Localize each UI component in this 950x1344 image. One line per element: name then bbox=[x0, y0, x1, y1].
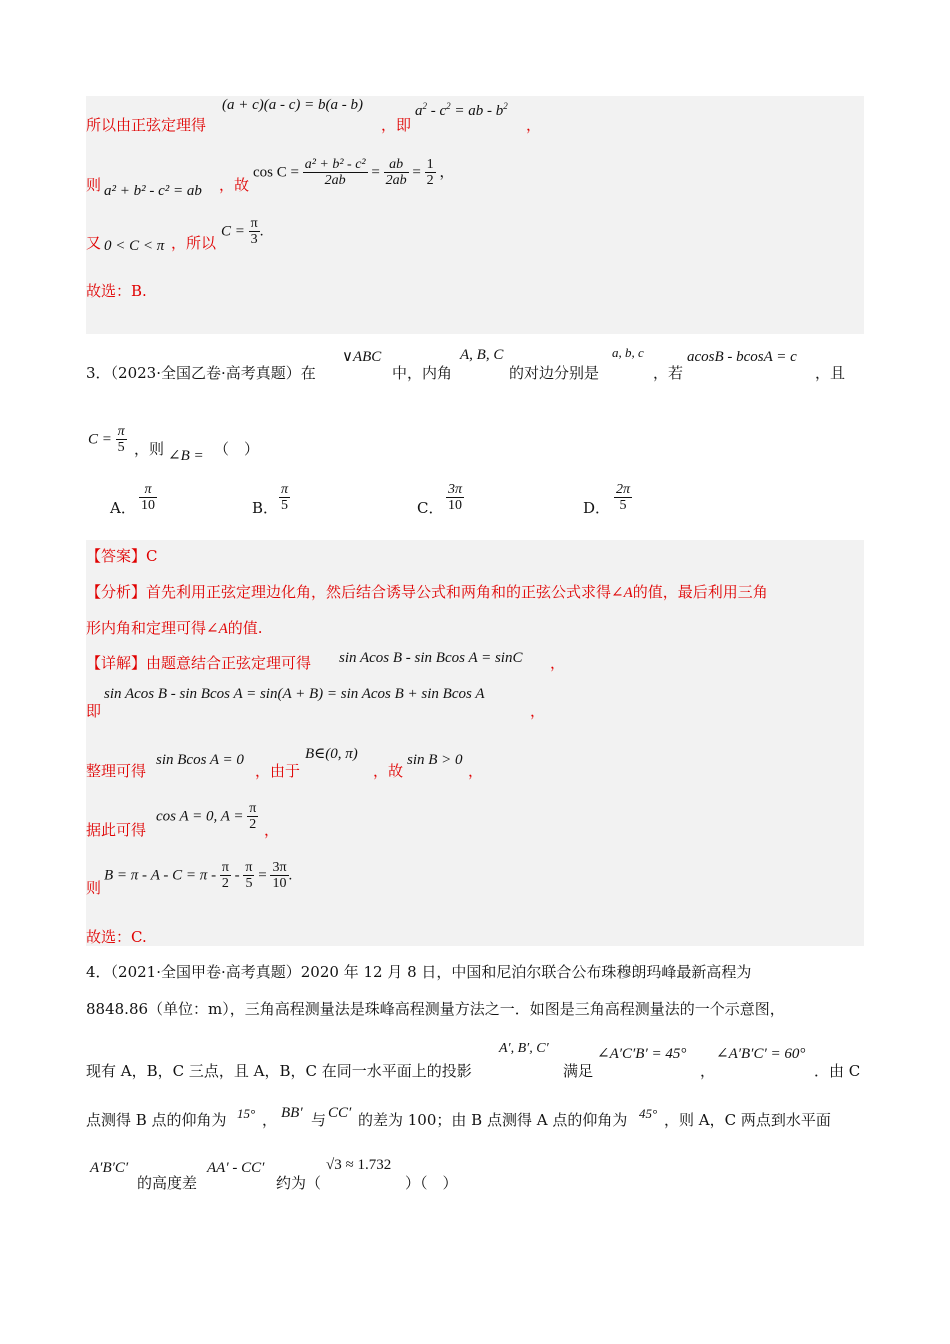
fraction-denominator: 2ab bbox=[385, 173, 407, 189]
fraction-numerator: ab bbox=[384, 157, 409, 173]
math-formula bbox=[253, 157, 454, 189]
solution-text: ，即 bbox=[381, 116, 412, 134]
question-4-line-2: 8848.86（单位：m），三角高程测量法是珠峰高程测量方法之一．如图是三角高程测量法的一个示意图， bbox=[86, 1000, 785, 1018]
question-text: 约为（ bbox=[276, 1174, 322, 1192]
answer-blank: （ ） bbox=[214, 440, 260, 458]
fraction-denominator: 2 bbox=[426, 173, 434, 189]
question-3-text bbox=[86, 362, 316, 383]
math-part: C = bbox=[221, 223, 245, 240]
math-formula: ∠B = bbox=[168, 448, 204, 464]
analysis-text: 形内角和定理可得∠ bbox=[86, 619, 219, 637]
math-formula: ∠A′B′C′ = 60° bbox=[716, 1046, 806, 1062]
fraction-numerator: π bbox=[281, 482, 289, 497]
solution-text: ， bbox=[550, 654, 566, 672]
fraction bbox=[220, 860, 231, 892]
fraction-numerator: π bbox=[139, 482, 157, 498]
math-formula: $a^2 - c^2$ = ab - $b^2$ bbox=[415, 101, 508, 119]
math-formula bbox=[156, 801, 258, 833]
question-4-line-3: 现有 A，B，C 三点，且 A，B，C 在同一水平面上的投影 bbox=[86, 1062, 472, 1080]
math-formula: acosB - bcosA = c bbox=[687, 349, 797, 365]
fraction bbox=[279, 482, 290, 514]
analysis-text: 的值. bbox=[227, 619, 263, 637]
fraction-numerator: π bbox=[249, 801, 257, 816]
math-formula bbox=[104, 860, 292, 892]
question-number: 3． bbox=[86, 364, 111, 382]
math-formula: (a + c)(a - c) = b(a - b) bbox=[222, 97, 364, 113]
answer-blank: ）（ ） bbox=[405, 1174, 458, 1192]
math-formula: sin Acos B - sin Bcos A = sin(A + B) = sin Acos B + sin Bcos A bbox=[104, 686, 485, 702]
math-formula: BB′ bbox=[281, 1105, 303, 1121]
fraction-numerator: π bbox=[221, 860, 229, 875]
fraction-denominator: 2 bbox=[221, 876, 229, 892]
analysis-text: 【分析】首先利用正弦定理边化角，然后结合诱导公式和两角和的正弦公式求得∠ bbox=[86, 583, 624, 601]
math-part: = ab - b bbox=[450, 103, 504, 119]
math-formula: a, b, c bbox=[612, 345, 644, 360]
option-a-label: A． bbox=[110, 499, 136, 517]
fraction-denominator: 10 bbox=[141, 498, 155, 514]
question-text: ，则 A，C 两点到水平面 bbox=[664, 1111, 831, 1129]
solution-text: ， bbox=[264, 821, 280, 839]
math-part: . bbox=[259, 223, 264, 240]
fraction-denominator: 5 bbox=[117, 440, 125, 456]
option-d-label: D． bbox=[583, 499, 611, 517]
question-text: ，则 bbox=[134, 440, 165, 458]
fraction-denominator: 10 bbox=[448, 498, 462, 514]
math-part: . bbox=[288, 867, 293, 884]
option-a-value bbox=[139, 482, 157, 514]
fraction-numerator: π bbox=[117, 424, 125, 439]
fraction-numerator: a² + b² - c² bbox=[304, 157, 366, 172]
fraction-denominator: 5 bbox=[245, 876, 253, 892]
option-c-value bbox=[446, 482, 464, 514]
solution-conclusion: 故选：C. bbox=[86, 928, 147, 946]
fraction-denominator: 5 bbox=[619, 498, 627, 514]
option-b-label: B． bbox=[252, 499, 279, 517]
solution-text: ，故 bbox=[373, 762, 404, 780]
fraction-denominator: 2ab bbox=[324, 173, 346, 189]
question-4-line-1: 4．（2021·全国甲卷·高考真题）2020 年 12 月 8 日，中国和尼泊尔联合公布珠穆朗玛峰最新高程为 bbox=[86, 963, 752, 981]
math-var: A bbox=[218, 621, 228, 637]
option-d-value bbox=[614, 482, 632, 514]
fraction bbox=[270, 860, 288, 892]
question-4-line-4: 点测得 B 点的仰角为 bbox=[86, 1111, 227, 1129]
math-formula: A′, B′, C′ bbox=[499, 1041, 549, 1056]
math-var: A bbox=[623, 585, 633, 601]
fraction bbox=[116, 424, 127, 456]
fraction-numerator: π bbox=[250, 216, 258, 231]
fraction-numerator: 1 bbox=[426, 157, 434, 172]
math-part: = bbox=[412, 164, 421, 181]
math-part: cos C = bbox=[253, 164, 299, 181]
question-text: ， bbox=[700, 1062, 716, 1080]
question-text: ．由 C bbox=[814, 1062, 861, 1080]
math-part: ， bbox=[439, 164, 455, 181]
question-text: ，若 bbox=[653, 364, 684, 382]
solution-conclusion: 故选：B. bbox=[86, 282, 147, 300]
question-text: 的高度差 bbox=[137, 1174, 198, 1192]
solution-text: 则 bbox=[86, 176, 102, 194]
solution-text: 所以由正弦定理得 bbox=[86, 116, 207, 134]
fraction bbox=[446, 482, 464, 514]
option-c-label: C． bbox=[417, 499, 444, 517]
math-formula: A, B, C bbox=[460, 347, 504, 363]
math-formula: sin Acos B - sin Bcos A = sinC bbox=[339, 650, 523, 666]
math-formula: sin B > 0 bbox=[407, 752, 463, 768]
solution-text: 即 bbox=[86, 702, 102, 720]
solution-text: 又 bbox=[86, 234, 102, 252]
math-formula bbox=[221, 216, 263, 248]
fraction-denominator: 5 bbox=[281, 498, 288, 514]
fraction bbox=[139, 482, 157, 514]
solution-text: ， bbox=[526, 116, 542, 134]
question-text: 满足 bbox=[563, 1062, 594, 1080]
math-formula: ∨ABC bbox=[342, 349, 382, 365]
math-formula: sin Bcos A = 0 bbox=[156, 752, 244, 768]
solution-text: ，由于 bbox=[255, 762, 301, 780]
question-text: 的对边分别是 bbox=[509, 364, 600, 382]
math-part: a bbox=[415, 103, 423, 119]
question-text: 中，内角 bbox=[392, 364, 453, 382]
fraction-denominator: 2 bbox=[249, 817, 257, 833]
math-formula: ∠A′C′B′ = 45° bbox=[597, 1046, 687, 1062]
math-formula: 15° bbox=[237, 1106, 256, 1121]
math-formula: B∈(0, π) bbox=[305, 746, 358, 762]
solution-text: 则 bbox=[86, 879, 102, 897]
answer-line: 【答案】C bbox=[86, 547, 158, 565]
question-text: 与 bbox=[311, 1111, 327, 1129]
math-part: B = π - A - C = π - bbox=[104, 867, 217, 884]
solution-text: ， bbox=[468, 762, 484, 780]
analysis-line-1 bbox=[86, 581, 768, 602]
fraction bbox=[614, 482, 632, 514]
fraction bbox=[249, 216, 260, 248]
solution-text: 据此可得 bbox=[86, 821, 147, 839]
solution-1-line-1 bbox=[86, 114, 206, 135]
detail-line-1: 【详解】由题意结合正弦定理可得 bbox=[86, 654, 312, 672]
fraction bbox=[303, 157, 368, 189]
math-part: √3 ≈ 1.732 bbox=[326, 1157, 392, 1173]
math-formula: 0 < C < π bbox=[104, 238, 165, 254]
solution-text: 整理可得 bbox=[86, 762, 147, 780]
fraction-denominator: 10 bbox=[272, 876, 287, 892]
fraction bbox=[247, 801, 258, 833]
math-formula: AA′ - CC′ bbox=[207, 1160, 265, 1176]
math-part: = bbox=[258, 867, 267, 884]
fraction bbox=[425, 157, 436, 189]
math-formula: 45° bbox=[639, 1106, 658, 1121]
solution-text: ，所以 bbox=[171, 234, 217, 252]
math-part: cos A = 0, A = bbox=[156, 808, 244, 825]
math-part: - c bbox=[427, 103, 447, 119]
solution-text: ， bbox=[530, 702, 546, 720]
fraction-numerator: 2π bbox=[616, 482, 631, 497]
analysis-line-2 bbox=[86, 617, 263, 638]
option-b-value bbox=[279, 482, 290, 514]
math-formula: A′B′C′ bbox=[90, 1160, 129, 1176]
question-text: ， bbox=[262, 1111, 278, 1129]
math-part: = bbox=[371, 164, 380, 181]
math-formula: CC′ bbox=[328, 1105, 352, 1121]
math-formula: a² + b² - c² = ab bbox=[104, 183, 202, 199]
math-formula bbox=[88, 424, 127, 456]
fraction bbox=[243, 860, 254, 892]
math-formula bbox=[326, 1157, 391, 1174]
fraction-numerator: π bbox=[245, 860, 253, 875]
fraction-numerator: 3π bbox=[448, 482, 463, 497]
question-source: （2023·全国乙卷·高考真题）在 bbox=[110, 364, 316, 382]
fraction-denominator: 3 bbox=[250, 232, 258, 248]
analysis-text: 的值，最后利用三角 bbox=[632, 583, 768, 601]
question-text: 的差为 100；由 B 点测得 A 点的仰角为 bbox=[358, 1111, 628, 1129]
fraction-numerator: 3π bbox=[272, 860, 287, 875]
math-part: - bbox=[234, 867, 240, 884]
question-text: ，且 bbox=[815, 364, 846, 382]
solution-text: ，故 bbox=[219, 176, 250, 194]
math-part: C = bbox=[88, 431, 112, 448]
fraction bbox=[384, 157, 409, 189]
